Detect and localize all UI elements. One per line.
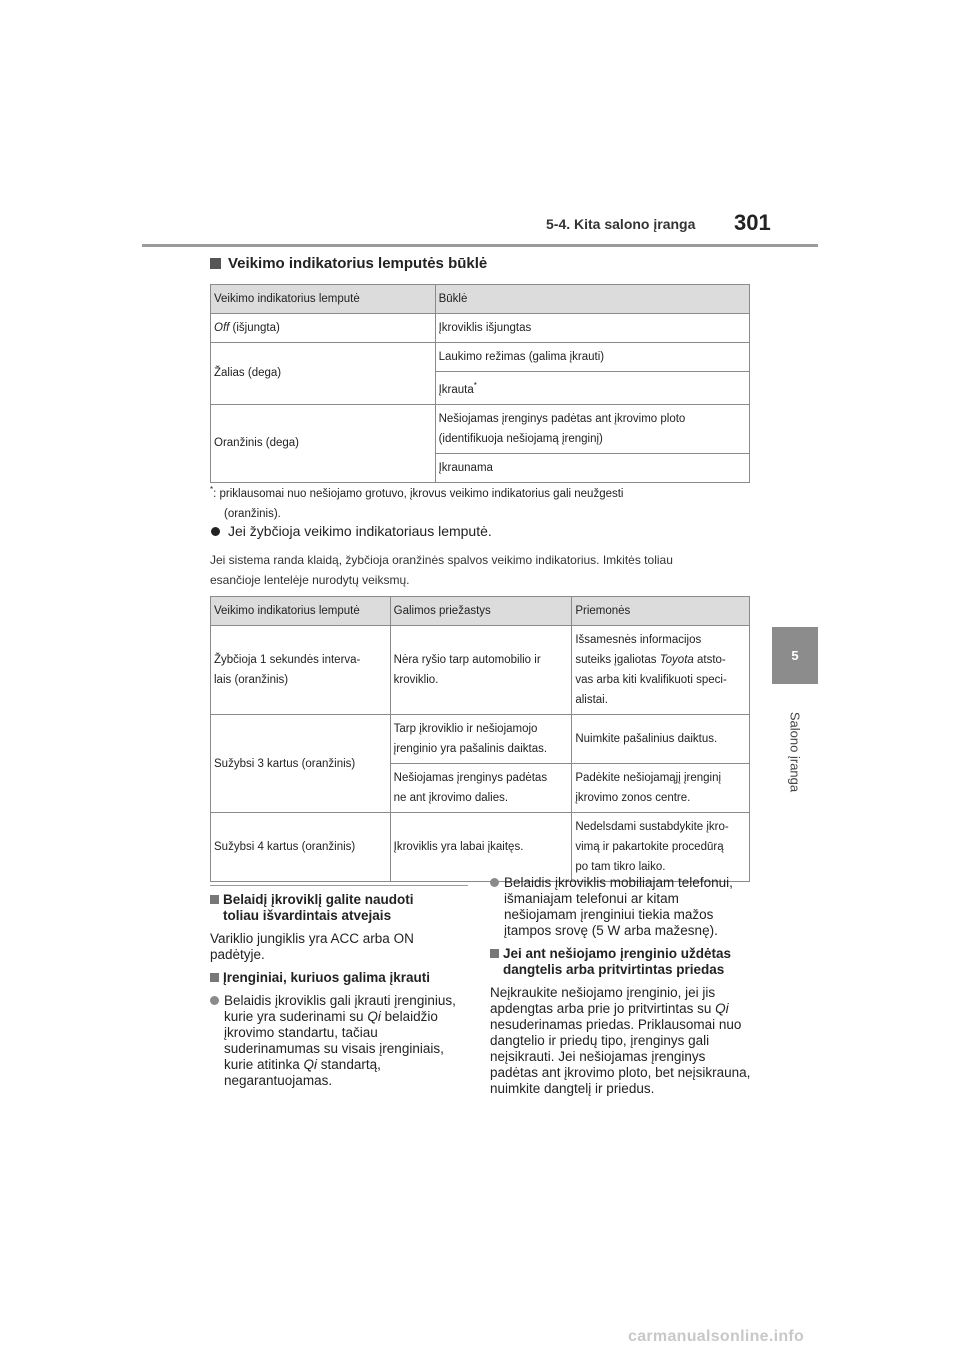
- qi-term: Qi: [715, 1001, 729, 1016]
- table-cell: Sužybsi 3 kartus (oranžinis): [211, 715, 391, 813]
- table-cell: Nuimkite pašalinius daiktus.: [572, 715, 750, 764]
- table-cell: Oranžinis (dega): [211, 404, 436, 482]
- list-item: [490, 875, 752, 939]
- footnote-mark: *: [473, 381, 477, 390]
- table-row: [211, 715, 750, 764]
- section-header: 5-4. Kita salono įranga: [546, 216, 696, 232]
- square-bullet-icon: [210, 895, 219, 904]
- heading-usage-conditions: [210, 892, 468, 924]
- table-header-row: [211, 597, 750, 626]
- cell-line: vimą ir pakartokite procedūrą: [575, 841, 724, 853]
- table-cell: [435, 404, 749, 453]
- table-header-cell: Veikimo indikatorius lemputė: [211, 285, 436, 314]
- brand-name: Toyota: [659, 654, 694, 666]
- cell-line: Tarp įkroviklio ir nešiojamojo: [393, 723, 538, 735]
- table-cell: [390, 626, 572, 715]
- text-run: nesuderinamas priedas. Priklausomai nuo dangtelio ir priedų tipo, įrenginys gali neįsikrauti. Jei nešiojamas įrenginys padėtas ant įkrovimo ploto, bet neįsikrauna, nuimkite dangtelį ir priedus.: [490, 1017, 751, 1096]
- circle-bullet-icon: [210, 996, 219, 1005]
- qi-term: Qi: [367, 1009, 381, 1024]
- heading-cover-accessory: [490, 946, 752, 978]
- table-row: [211, 314, 750, 343]
- flashing-indicator-table: [210, 596, 750, 882]
- paragraph: [490, 985, 752, 1097]
- left-column: [210, 885, 468, 1096]
- cell-line: kroviklio.: [393, 674, 439, 686]
- text-run: belaidžio įkrovimo standartu, tačiau suderinamumas su visais įrenginiais, kurie atitinka: [224, 1009, 444, 1072]
- table-cell: [390, 715, 572, 764]
- cell-text: (išjungta): [229, 322, 280, 334]
- footnote-text: (oranžinis).: [224, 507, 281, 520]
- section-title-indicator-state: [210, 255, 487, 272]
- heading-text: Įrenginiai, kuriuos galima įkrauti: [223, 970, 431, 985]
- table-cell: [211, 314, 436, 343]
- table-row: [211, 404, 750, 453]
- table-cell: Sužybsi 4 kartus (oranžinis): [211, 813, 391, 882]
- cell-line: Nėra ryšio tarp automobilio ir: [393, 654, 541, 666]
- table-cell: [211, 626, 391, 715]
- qi-term: Qi: [303, 1057, 318, 1072]
- text-run: Neįkraukite nešiojamo įrenginio, jei jis apdengtas arba prie jo pritvirtintas su: [490, 985, 716, 1016]
- header-divider: [142, 244, 818, 247]
- cell-line: po tam tikro laiko.: [575, 861, 666, 873]
- cell-line: Padėkite nešiojamąjį įrenginį: [575, 772, 722, 784]
- cell-line: Žybčioja 1 sekundės interva-: [214, 654, 361, 666]
- table-header-cell: Priemonės: [572, 597, 750, 626]
- heading-text: Jei ant nešiojamo įrenginio uždėtas dangtelis arba pritvirtintas priedas: [503, 946, 732, 977]
- footnote-text: : priklausomai nuo nešiojamo grotuvo, įkrovus veikimo indikatorius gali neužgesti: [213, 487, 624, 500]
- cell-line: (identifikuoja nešiojamą įrenginį): [438, 432, 603, 445]
- heading-line: toliau išvardintais atvejais: [223, 908, 392, 923]
- table-cell: Žalias (dega): [211, 343, 436, 405]
- cell-line: ne ant įkrovimo dalies.: [393, 792, 509, 804]
- section-title-text: Veikimo indikatorius lemputės būklė: [228, 255, 488, 272]
- square-bullet-icon: [490, 949, 499, 958]
- text-run: standartą, negarantuojamas.: [224, 1057, 381, 1088]
- text-run: Belaidis įkroviklis gali įkrauti įrenginius, kurie yra suderinami su: [224, 993, 456, 1024]
- square-bullet-icon: [210, 973, 219, 982]
- cell-line: atsto-: [693, 654, 726, 666]
- table-cell: [572, 764, 750, 813]
- table-cell: Įkraunama: [435, 453, 749, 482]
- footnote: [210, 480, 730, 524]
- table-cell: [572, 626, 750, 715]
- right-column: [490, 875, 752, 1104]
- cell-line: lais (oranžinis): [214, 674, 289, 686]
- table-header-cell: Galimos priežastys: [390, 597, 572, 626]
- table-cell: [390, 764, 572, 813]
- circle-bullet-icon: [490, 878, 499, 887]
- table-cell: [435, 372, 749, 405]
- chapter-label: Salono įranga: [787, 711, 803, 793]
- cell-line: Išsamesnės informacijos: [575, 634, 702, 646]
- page-number: 301: [734, 210, 771, 235]
- heading-line: Belaidį įkroviklį galite naudoti: [223, 892, 414, 907]
- column-divider: [210, 885, 468, 886]
- table-cell: [572, 813, 750, 882]
- paragraph: Variklio jungiklis yra ACC arba ON padėtyje.: [210, 931, 414, 962]
- cell-text: Įkrauta: [438, 383, 474, 396]
- list-item: [210, 993, 468, 1089]
- intro-paragraph: [210, 550, 750, 590]
- chapter-tab: 5: [772, 627, 818, 684]
- cell-line: vas arba kiti kvalifikuoti speci-: [575, 674, 727, 686]
- cell-line: alistai.: [575, 694, 608, 706]
- table-header-row: [211, 285, 750, 314]
- table-cell: Įkroviklis išjungtas: [435, 314, 749, 343]
- cell-line: Nedelsdami sustabdykite įkro-: [575, 821, 729, 833]
- paragraph-line: esančioje lentelėje nurodytų veiksmų.: [210, 573, 410, 587]
- list-item-text: Belaidis įkroviklis mobiliajam telefonui, išmaniajam telefonui ar kitam nešiojamam įrenginiui tiekia mažos įtampos srovę (5 W arba mažesnę).: [504, 875, 733, 938]
- cell-line: įrenginio yra pašalinis daiktas.: [393, 743, 548, 755]
- table-cell: Laukimo režimas (galima įkrauti): [435, 343, 749, 372]
- cell-line: įkrovimo zonos centre.: [575, 792, 691, 804]
- heading-text: [223, 892, 414, 924]
- table-row: [211, 626, 750, 715]
- cell-line: suteiks įgaliotas: [575, 654, 660, 666]
- circle-bullet-icon: [211, 527, 220, 536]
- table-row: [211, 813, 750, 882]
- italic-text: Off: [214, 322, 230, 334]
- heading-chargeable-devices: [210, 970, 468, 986]
- square-bullet-icon: [210, 258, 221, 269]
- cell-line: Nešiojamas įrenginys padėtas ant įkrovimo ploto: [438, 412, 686, 425]
- footnote-mark: *: [210, 485, 214, 494]
- indicator-state-table: [210, 284, 750, 483]
- table-row: [211, 343, 750, 372]
- subsection-title-text: Jei žybčioja veikimo indikatoriaus lemputė.: [228, 523, 492, 539]
- table-cell: Įkroviklis yra labai įkaitęs.: [390, 813, 572, 882]
- paragraph-line: Jei sistema randa klaidą, žybčioja oranžinės spalvos veikimo indikatorius. Imkitės toliau: [210, 553, 673, 567]
- table-header-cell: Būklė: [435, 285, 749, 314]
- table-header-cell: Veikimo indikatorius lemputė: [211, 597, 391, 626]
- watermark-text: carmanualsonline.info: [628, 1328, 805, 1345]
- list-item-text: [224, 993, 468, 1089]
- subsection-title-flashing: [211, 523, 492, 539]
- cell-line: Nešiojamas įrenginys padėtas: [393, 772, 548, 784]
